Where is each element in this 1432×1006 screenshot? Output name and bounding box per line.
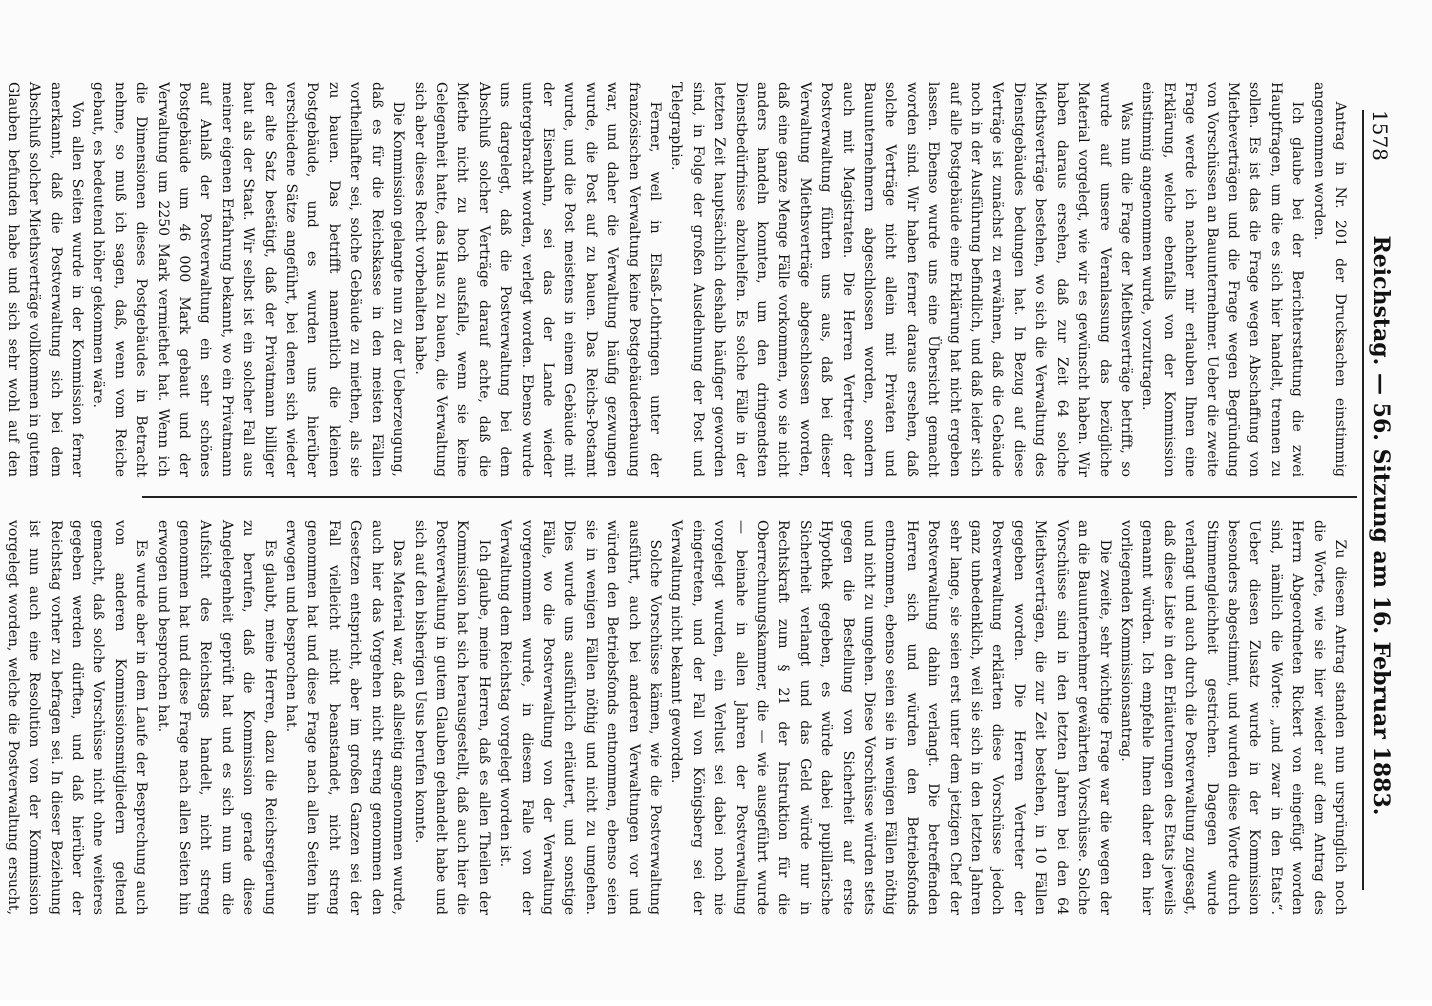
paragraph: Zu diesem Antrag standen nun ursprünglich noch die Worte, wie sie hier wieder auf dem Antrag des Herrn Abgeordneten Rickert von eingefügt worden sind, nämlich die Worte: „und zwar in den Etats“. Ueber diesen Zusatz wurde in der Kommission besonders abgestimmt, und wurden diese Worte durch Stimmengleichheit gestrichen. Dagegen wurde verlangt und auch durch die Postverwaltung zugesagt, daß diese Liste in den Erläuterungen des Etats jeweils genannt würden. Ich empfehle Ihnen daher den hier vorliegenden Kommissionsantrag. xyxy=(1117,520,1348,915)
paragraph: Von allen Seiten wurde in der Kommission ferner anerkannt, daß die Postverwaltung sich bei dem Abschluß solcher Miethsverträge vollkommen in gutem Glauben befunden habe und sich sehr wohl auf den xyxy=(4,82,86,477)
page-number: 1578 xyxy=(1368,110,1392,161)
paragraph: Antrag in Nr. 201 der Drucksachen einstimmig angenommen worden. xyxy=(1310,82,1348,477)
page-header xyxy=(1362,110,1414,890)
paragraph: Ferner, weil in Elsaß-Lothringen unter der französischen Verwaltung keine Postgebäudeerbauung war, und daher die Verwaltung häufig gezwungen wurde, die Post auf zu bauen. Das Reichs-Postamt wurde, und die Post meistens in einem Gebäude mit der Eisenbahn, sei das der Lande wieder untergebracht worden, verlegt worden. Ebenso wurde uns dargelegt, daß die Postverwaltung bei dem Abschluß solcher Verträge darauf achte, daß die Miethe nicht zu hoch ausfalle, wenn sie keine Gelegenheit hatte, das Haus zu bauen, die Verwaltung sich aber dieses Recht vorbehalten habe. xyxy=(411,82,663,477)
paragraph: Was nun die Frage der Miethsverträge betrifft, so wurde auf unsere Veranlassung das bezügliche Material vorgelegt, wie wir es gewünscht haben. Wir haben daraus ersehen, daß zur Zeit 64 solche Miethsverträge bestehen, wo sich die Verwaltung des Dienstgebäudes bedungen hat. In Bezug auf diese Verträge ist zunächst zu erwähnen, daß die Gebäude noch in der Ausführung befindlich, und daß leider sich auf alle Postgebäude eine Erklärung hat nicht ergeben lassen. Ebenso wurde uns eine Übersicht gemacht worden sind. Wir haben ferner daraus ersehen, daß solche Verträge nicht allein mit Privaten und Bauunternehmern abgeschlossen worden, sondern auch mit Magistraten. Die Herren Vertreter der Postverwaltung führten uns aus, daß bei dieser Verwaltung Miethsverträge abgeschlossen worden, daß eine ganze Menge Fälle vorkommen, wo sie nicht anders handeln konnten, um den dringendsten Dienstbedürfnisse abzuhelfen. Es solche Fälle in der letzten Zeit hauptsächlich deshalb häufiger geworden sind, in Folge der großen Ausdehnung der Post und Telegraphie. xyxy=(668,82,1134,477)
paragraph: Ich glaube, meine Herren, daß es allen Theilen der Kommission hat sich herausgestellt, daß auch hier die Postverwaltung in gutem Glauben gehandelt habe und sich auf den bisherigen Usus berufen konnte. xyxy=(411,520,492,915)
page-title: Reichstag. — 56. Sitzung am 16. Februar 1883. xyxy=(1368,235,1394,816)
column-divider xyxy=(142,496,1357,498)
digitization-footer xyxy=(0,0,7,1006)
paragraph: Es glaubt, meine Herren, dazu die Reichsregierung zu berufen, daß die Kommission gerade diese Angelegenheit geprüft hat und es sich nun um die Aufsicht des Reichstags handelt, nicht streng genommen hat und diese Frage nach allen Seiten hin erwogen und besprochen hat. xyxy=(154,520,278,915)
text-column-right xyxy=(4,520,1350,915)
paragraph: Es wurde aber in dem Laufe der Besprechung auch von anderen Kommissionsmitgliedern geltend gemacht, daß solche Vorschüsse nicht ohne weiteres gegeben werden dürften, und daß hierüber der Reichstag vorher zu befragen sei. In dieser Beziehung ist nun auch eine Resolution von der Kommission vorgelegt worden, welche die Postverwaltung ersucht, xyxy=(4,520,150,915)
paragraph: Die Kommission gelangte nun zu der Ueberzeugung, daß es für die Reichskasse in den meisten Fällen vortheilhafter sei, solche Gebäude zu miethen, als sie zu bauen. Das betrifft namentlich die kleinen Postgebäude, und es wurden uns hierüber verschiedene Sätze angeführt, bei denen sich wieder der alte Satz bestätigt, daß der Privatmann billiger baut als der Staat. Wir selbst ist ein solcher Fall aus meiner eigenen Erfahrung bekannt, wo ein Privatmann auf Anlaß der Postverwaltung ein sehr schönes Postgebäude um 46 000 Mark gebaut und der Verwaltung um 2250 Mark vermiethet hat. Wenn ich die Dimensionen dieses Postgebäudes in Betracht nehme, so muß ich sagen, daß, wenn vom Reiche gebaut, es bedeutend höher gekommen wäre. xyxy=(90,82,407,477)
paragraph: Die zweite, sehr wichtige Frage war die wegen der an die Bauunternehmer gewährten Vorschüsse. Solche Vorschüsse sind in den letzten Jahren bei den 64 Miethsverträgen, die zur Zeit bestehen, in 10 Fällen gegeben worden. Die Herren Vertreter der Postverwaltung erklärten diese Vorschüsse jedoch ganz unbedenklich, weil sie sich in den letzten Jahren sehr lange, sie seien erst unter dem jetzigen Chef der Postverwaltung dahin verlangt. Die betreffenden Herren sich und würden den Betriebsfonds entnommen, ebenso seien sie in wenigen Fällen nöthig und nicht zu umgehen. Diese Vorschüsse würden stets gegen die Bestellung von Sicherheit auf erste Hypothek gegeben, es würde dabei pupillarische Sicherheit verlangt und das Geld würde nur in Rechtskraft zum § 21 der Instruktion für die Oberrechnungskammer, die — wie ausgeführt wurde — beinahe in allen Jahren der Postverwaltung vorgelegt wurden, ein Verlust sei dabei noch nie eingetreten, und der Fall von Königsberg sei der Verwaltung nicht bekannt geworden. xyxy=(668,520,1113,915)
paragraph: Das Material war, daß allseitig angenommen wurde, auch hier das Vorgehen nicht streng genommen den Gesetzen entspricht, aber im großen Ganzen sei der Fall vielleicht nicht beanstandet, nicht streng genommen hat und diese Frage nach allen Seiten hin erwogen und besprochen hat. xyxy=(283,520,407,915)
paragraph: Ich glaube bei der Berichterstattung die zwei Hauptfragen, um die es sich hier handelt, trennen zu sollen. Es ist das die Frage wegen Abschaffung von Mietheverträgen und die Frage wegen Begründung von Vorschüssen an Bauunternehmer. Ueber die zweite Frage werde ich nachher mir erlauben Ihnen eine Erklärung, welche ebenfalls von der Kommission einstimmig angenommen wurde, vorzutragen. xyxy=(1139,82,1306,477)
text-column-left xyxy=(4,82,1350,477)
paragraph: Solche Vorschüsse kämen, wie die Postverwaltung ausführt, auch bei anderen Verwaltungen vor und würden den Betriebsfonds entnommen, ebenso seien sie in wenigen Fällen nöthig und nicht zu umgehen. Dies wurde uns ausführlich erläutert, und sonstige Fälle, wo die Postverwaltung von der Verwaltung vorgenommen wurde, in diesem Falle von der Verwaltung dem Reichstag vorgelegt worden ist. xyxy=(497,520,663,915)
